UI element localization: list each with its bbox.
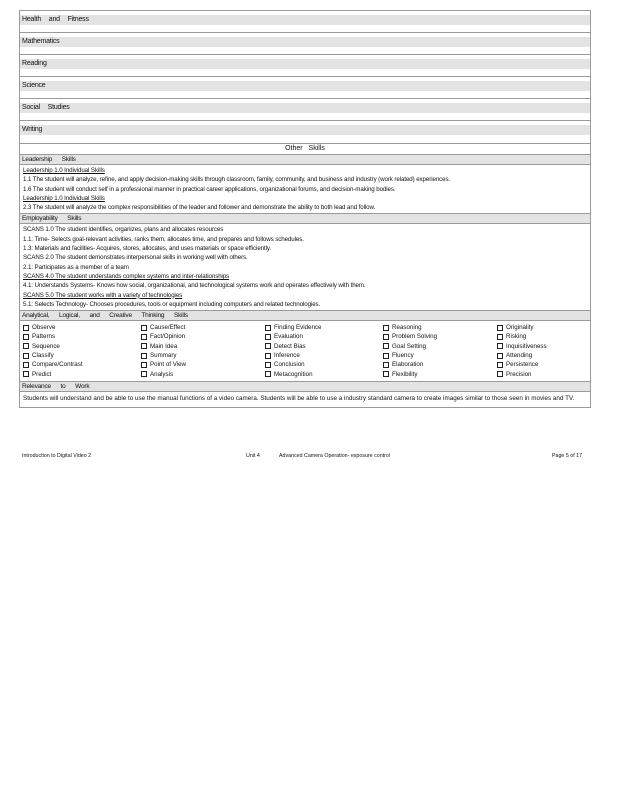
checkbox-icon[interactable] [383,325,389,331]
subject-integration-list [20,10,590,142]
checkbox-icon[interactable] [383,371,389,377]
subject-label: Writing [20,125,590,135]
checkbox-icon[interactable] [141,334,147,340]
subject-label: Science [20,81,590,91]
leadership-line: 1.1 The student will analyze, refine, and apply decision-making skills through classroom, family, community, and business and industry (work related) experiences. [23,176,451,184]
skill-checkbox-item[interactable] [141,370,265,379]
skill-label: Fluency [392,352,414,360]
skill-label: Precision [506,370,532,378]
skill-checkbox-item[interactable] [265,332,383,341]
employability-skills-section [20,224,590,310]
checkbox-icon[interactable] [141,325,147,331]
skill-checkbox-item[interactable] [23,360,141,369]
skill-checkbox-item[interactable] [23,351,141,360]
employability-line: 1.1: Time- Selects goal-relevant activities, ranks them, allocates time, and prepares and follows schedules. [23,235,304,243]
checkbox-icon[interactable] [497,353,503,359]
skill-checkbox-item[interactable] [497,351,593,360]
skill-checkbox-item[interactable] [383,370,497,379]
subject-row [20,98,590,120]
checkbox-icon[interactable] [383,343,389,349]
skill-label: Problem Solving [392,333,438,341]
skill-checkbox-item[interactable] [497,323,593,332]
checkbox-icon[interactable] [383,334,389,340]
checkbox-icon[interactable] [265,362,271,368]
skill-checkbox-item[interactable] [23,370,141,379]
checkbox-icon[interactable] [497,343,503,349]
skill-checkbox-item[interactable] [497,360,593,369]
checkbox-icon[interactable] [497,362,503,368]
skill-label: Classify [32,352,54,360]
skill-checkbox-item[interactable] [265,370,383,379]
subject-label: Mathematics [20,37,590,47]
skill-checkbox-item[interactable] [141,360,265,369]
subject-row [20,54,590,76]
skill-label: Compare/Contrast [32,361,83,369]
leadership-skills-heading: Leadership Skills [20,154,590,165]
leadership-line: Leadership 1.0 Individual Skills [23,194,105,202]
skill-checkbox-item[interactable] [497,332,593,341]
other-skills-title: Other Skills [20,143,590,154]
leadership-skills-section [20,165,590,213]
employability-line: 4.1: Understands Systems- Knows how social, organizational, and technological systems work and operates effectively with them. [23,282,366,290]
skill-checkbox-item[interactable] [265,342,383,351]
skill-label: Observe [32,324,56,332]
lesson-plan-page [19,10,591,408]
checkbox-icon[interactable] [141,371,147,377]
skill-label: Analysis [150,370,174,378]
skill-label: Conclusion [274,361,305,369]
skill-checkbox-item[interactable] [265,360,383,369]
checkbox-icon[interactable] [497,325,503,331]
checkbox-icon[interactable] [265,371,271,377]
checkbox-icon[interactable] [497,371,503,377]
skill-label: Main Idea [150,342,178,350]
checkbox-icon[interactable] [23,371,29,377]
footer-unit: Unit 4 [246,453,260,459]
thinking-skills-heading: Analytical, Logical, and Creative Thinking Skills [20,310,590,321]
skill-label: Risking [506,333,527,341]
footer-page-number: Page 5 of 17 [552,453,583,459]
skill-checkbox-item[interactable] [497,342,593,351]
checkbox-icon[interactable] [23,325,29,331]
skill-label: Finding Evidence [274,324,322,332]
checkbox-icon[interactable] [265,325,271,331]
checkbox-icon[interactable] [23,353,29,359]
skill-label: Flexibility [392,370,418,378]
footer-course: Introduction to Digital Video 2 [22,453,92,459]
skill-checkbox-item[interactable] [141,342,265,351]
skill-checkbox-item[interactable] [23,342,141,351]
skill-checkbox-item[interactable] [383,332,497,341]
subject-row [20,32,590,54]
skill-checkbox-item[interactable] [383,323,497,332]
skill-label: Sequence [32,342,60,350]
skill-label: Patterns [32,333,56,341]
skill-label: Fact/Opinion [150,333,186,341]
skill-checkbox-item[interactable] [265,323,383,332]
skill-label: Point of View [150,361,187,369]
skill-label: Detect Bias [274,342,306,350]
skill-label: Metacognition [274,370,313,378]
leadership-line: Leadership 1.0 Individual Skills [23,167,105,174]
subject-row [20,120,590,142]
leadership-line: 2.3 The student will analyze the complex responsibilities of the leader and follower and demonstrate the ability to both lead and follow. [23,204,376,212]
checkbox-icon[interactable] [383,353,389,359]
subject-row [20,10,590,32]
skill-label: Reasoning [392,324,422,332]
leadership-line: 1.6 The student will conduct self in a professional manner in practical career applications, organizational forums, and decision-making bodies. [23,185,396,193]
skill-label: Summary [150,352,177,360]
employability-line: SCANS 1.0 The student identifies, organizes, plans and allocates resources [23,226,224,234]
skill-checkbox-item[interactable] [23,323,141,332]
employability-line: 2.1: Participates as a member of a team [23,263,129,271]
skill-checkbox-item[interactable] [265,351,383,360]
skill-label: Inquisitiveness [506,342,547,350]
skill-label: Persistence [506,361,539,369]
subject-row [20,76,590,98]
skill-checkbox-item[interactable] [497,370,593,379]
employability-line: 1.3: Materials and facilities- Acquires, stores, allocates, and uses materials or space efficiently. [23,245,272,253]
relevance-heading: Relevance to Work [20,381,590,392]
subject-label: Health and Fitness [20,15,590,25]
employability-line: 5.1: Selects Technology- Chooses procedures, tools or equipment including computers and related technologies. [23,300,321,308]
checkbox-icon[interactable] [141,353,147,359]
checkbox-icon[interactable] [141,362,147,368]
skill-label: Elaboration [392,361,424,369]
skill-checkbox-item[interactable] [141,332,265,341]
checkbox-icon[interactable] [23,334,29,340]
skill-checkbox-item[interactable] [383,360,497,369]
checkbox-icon[interactable] [265,353,271,359]
skill-checkbox-item[interactable] [141,351,265,360]
footer-unit-title: Advanced Camera Operation- exposure control [279,453,390,459]
checkbox-icon[interactable] [141,343,147,349]
employability-line: SCANS 4.0 The student understands complex systems and inter-relationships [23,272,230,280]
skill-label: Predict [32,370,52,378]
checkbox-icon[interactable] [497,334,503,340]
skill-label: Inference [274,352,300,360]
checkbox-icon[interactable] [23,343,29,349]
checkbox-icon[interactable] [383,362,389,368]
checkbox-icon[interactable] [265,343,271,349]
relevance-text: Students will understand and be able to use the manual functions of a video camera. Students will be able to use a industry standard camera to create images similar to those seen in movies and TV. [20,392,590,408]
skill-checkbox-item[interactable] [23,332,141,341]
skill-label: Attending [506,352,533,360]
subject-label: Reading [20,59,590,69]
checkbox-icon[interactable] [265,334,271,340]
employability-line: SCANS 2.0 The student demonstrates interpersonal skills in working well with others. [23,254,248,262]
employability-line: SCANS 5.0 The student works with a variety of technologies [23,291,183,299]
skill-label: Evaluation [274,333,303,341]
subject-label: Social Studies [20,103,590,113]
skill-label: Cause/Effect [150,324,186,332]
employability-skills-heading: Employability Skills [20,213,590,224]
skill-label: Goal Setting [392,342,427,350]
skill-checkbox-item[interactable] [383,351,497,360]
skill-checkbox-item[interactable] [141,323,265,332]
thinking-skills-checklist [20,321,590,381]
skill-checkbox-item[interactable] [383,342,497,351]
skill-label: Originality [506,324,534,332]
checkbox-icon[interactable] [23,362,29,368]
